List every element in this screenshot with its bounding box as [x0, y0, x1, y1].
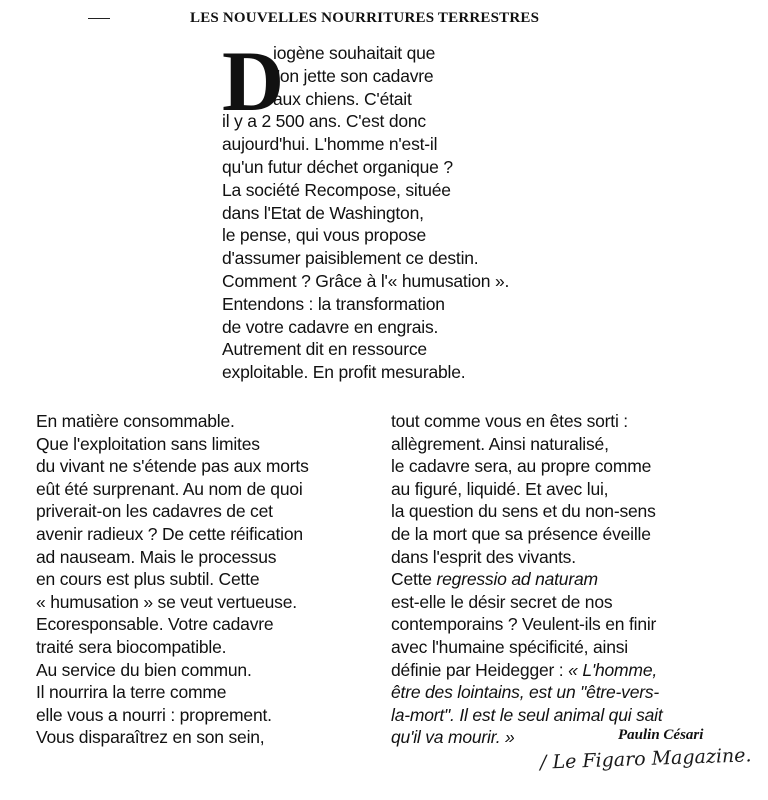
lead-line: l'on jette son cadavre — [273, 65, 434, 86]
body-line: Vous disparaîtrez en son sein, — [36, 727, 265, 748]
italic-phrase: regressio ad naturam — [436, 569, 598, 590]
lead-line: le pense, qui vous propose — [222, 225, 426, 246]
author-name: Paulin Césari — [618, 727, 704, 743]
lead-line: Comment ? Grâce à l'« humusation ». — [222, 270, 510, 291]
body-line: le cadavre sera, au propre comme — [391, 456, 652, 477]
body-line: la question du sens et du non-sens — [391, 501, 656, 522]
lead-line: aux chiens. C'était — [273, 88, 412, 109]
body-line: allègrement. Ainsi naturalisé, — [391, 433, 609, 454]
body-line-mixed — [391, 568, 741, 591]
lead-line: il y a 2 500 ans. C'est donc — [222, 111, 426, 132]
body-line-text: définie par Heidegger : — [391, 659, 569, 680]
lead-line: qu'un futur déchet organique ? — [222, 156, 453, 177]
body-line: eût été surprenant. Au nom de quoi — [36, 478, 303, 499]
lead-line: Autrement dit en ressource — [222, 339, 427, 360]
handwritten-source: / Le Figaro Magazine. — [539, 744, 752, 774]
body-line: priverait-on les cadavres de cet — [36, 501, 273, 522]
quote-line: la-mort". Il est le seul animal qui sait — [391, 704, 663, 725]
body-line: traité sera biocompatible. — [36, 636, 227, 657]
body-line: dans l'esprit des vivants. — [391, 546, 576, 567]
body-line-text: Cette — [391, 569, 437, 590]
body-line: de la mort que sa présence éveille — [391, 523, 651, 544]
lead-line: La société Recompose, située — [222, 179, 451, 200]
body-line: « humusation » se veut vertueuse. — [36, 591, 297, 612]
lead-line: dans l'Etat de Washington, — [222, 202, 424, 223]
drop-cap: D — [222, 33, 285, 129]
body-line: est-elle le désir secret de nos — [391, 591, 613, 612]
body-line: tout comme vous en êtes sorti : — [391, 411, 628, 431]
body-line-mixed — [391, 659, 741, 682]
quote-line: être des lointains, est un "être-vers- — [391, 682, 660, 703]
body-line: en cours est plus subtil. Cette — [36, 569, 260, 590]
body-line: Il nourrira la terre comme — [36, 682, 227, 703]
quote-line: qu'il va mourir. » — [391, 727, 515, 748]
lead-line: iogène souhaitait que — [273, 43, 436, 63]
right-column — [391, 410, 741, 749]
body-line: Au service du bien commun. — [36, 659, 252, 680]
header-rule — [88, 18, 110, 19]
lead-line: Entendons : la transformation — [222, 293, 445, 314]
lead-line: aujourd'hui. L'homme n'est-il — [222, 134, 438, 155]
body-line: contemporains ? Veulent-ils en finir — [391, 614, 657, 635]
lead-line: de votre cadavre en engrais. — [222, 316, 439, 337]
quote-start: « L'homme, — [568, 659, 658, 680]
left-column — [36, 410, 376, 749]
body-line: avec l'humaine spécificité, ainsi — [391, 636, 628, 657]
body-line: avenir radieux ? De cette réification — [36, 523, 303, 544]
body-line: Ecoresponsable. Votre cadavre — [36, 614, 274, 635]
lead-line: d'assumer paisiblement ce destin. — [222, 248, 479, 269]
lead-paragraph — [222, 33, 582, 384]
body-line: elle vous a nourri : proprement. — [36, 704, 272, 725]
body-line: au figuré, liquidé. Et avec lui, — [391, 478, 609, 499]
body-line: ad nauseam. Mais le processus — [36, 546, 277, 567]
body-line: Que l'exploitation sans limites — [36, 433, 260, 454]
lead-line: exploitable. En profit mesurable. — [222, 362, 466, 383]
article-title: LES NOUVELLES NOURRITURES TERRESTRES — [190, 10, 540, 26]
body-line: du vivant ne s'étende pas aux morts — [36, 456, 309, 477]
body-line: En matière consommable. — [36, 411, 235, 431]
